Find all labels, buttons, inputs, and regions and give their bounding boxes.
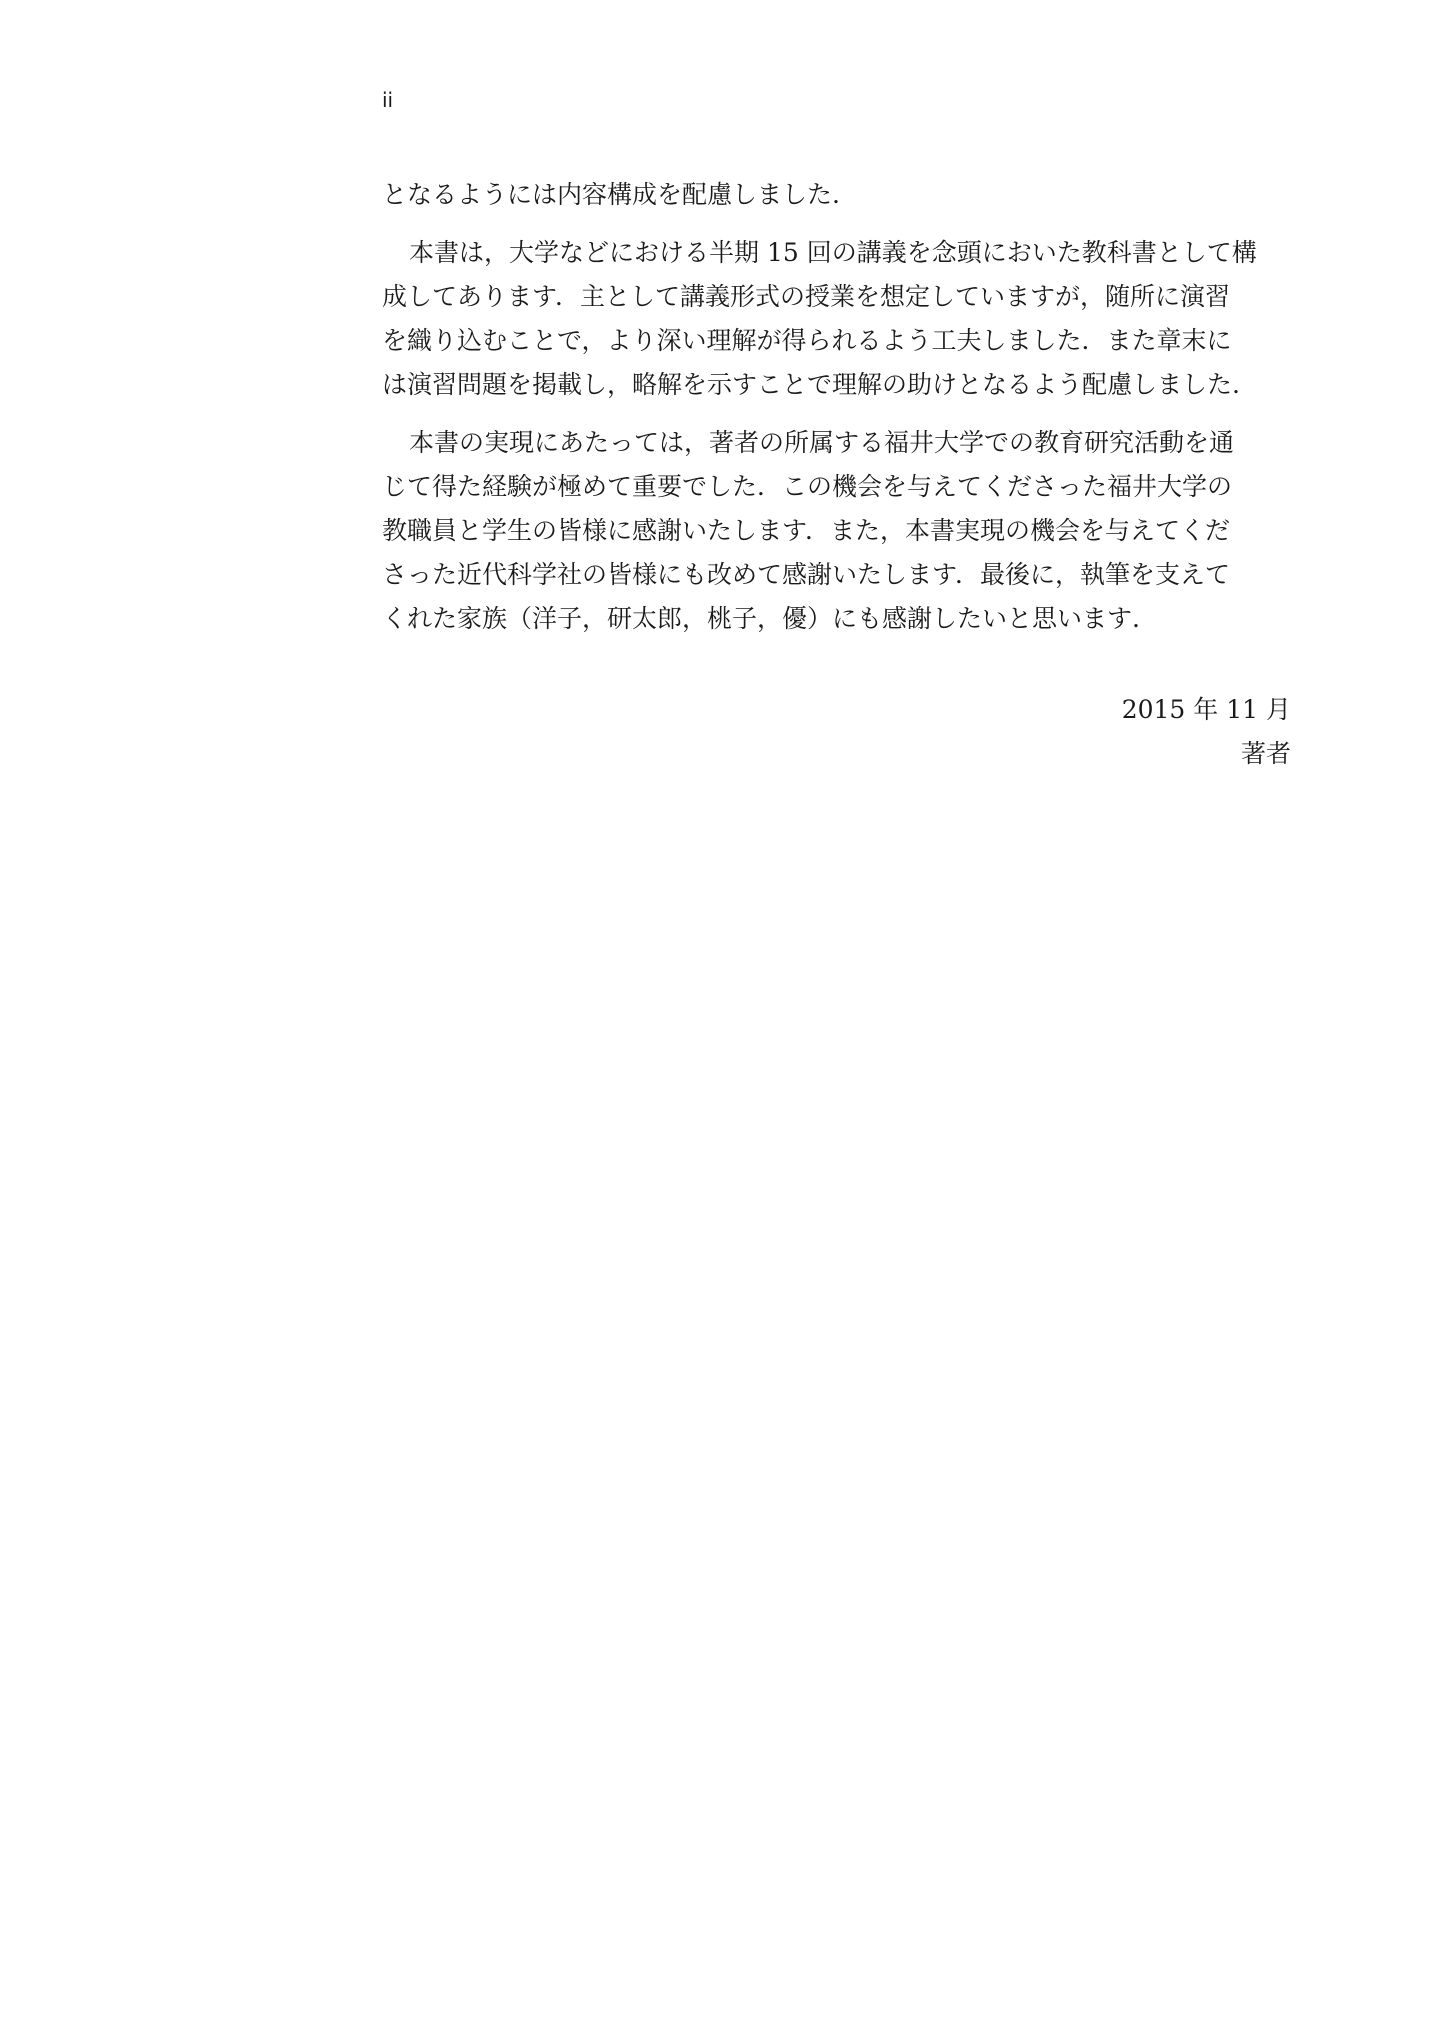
text-line: となるようには内容構成を配慮しました. [382, 180, 840, 209]
text-line: くれた家族（洋子，研太郎，桃子，優）にも感謝したいと思います. [382, 604, 1140, 633]
text-line: 本書は，大学などにおける半期 15 回の講義を念頭においた教科書として構 [409, 238, 1257, 267]
paragraph [382, 231, 1292, 407]
page-number: ii [382, 88, 394, 112]
preface-body [382, 173, 1292, 641]
signature-author: 著者 [1240, 739, 1291, 768]
signature-block [1122, 688, 1291, 776]
text-line: 教職員と学生の皆様に感謝いたします．また，本書実現の機会を与えてくだ [382, 516, 1231, 545]
text-line: じて得た経験が極めて重要でした．この機会を与えてくださった福井大学の [382, 472, 1233, 501]
text-line: 本書の実現にあたっては，著者の所属する福井大学での教育研究活動を通 [409, 428, 1235, 457]
text-line: は演習問題を掲載し，略解を示すことで理解の助けとなるよう配慮しました. [382, 370, 1240, 399]
paragraph [382, 421, 1292, 641]
text-line: さった近代科学社の皆様にも改めて感謝いたします．最後に，執筆を支えて [382, 560, 1231, 589]
text-line: 成してあります．主として講義形式の授業を想定していますが，随所に演習 [382, 282, 1231, 311]
text-line: を織り込むことで，より深い理解が得られるよう工夫しました．また章末に [382, 326, 1232, 355]
signature-date: 2015 年 11 月 [1121, 695, 1291, 724]
paragraph [382, 173, 1292, 217]
